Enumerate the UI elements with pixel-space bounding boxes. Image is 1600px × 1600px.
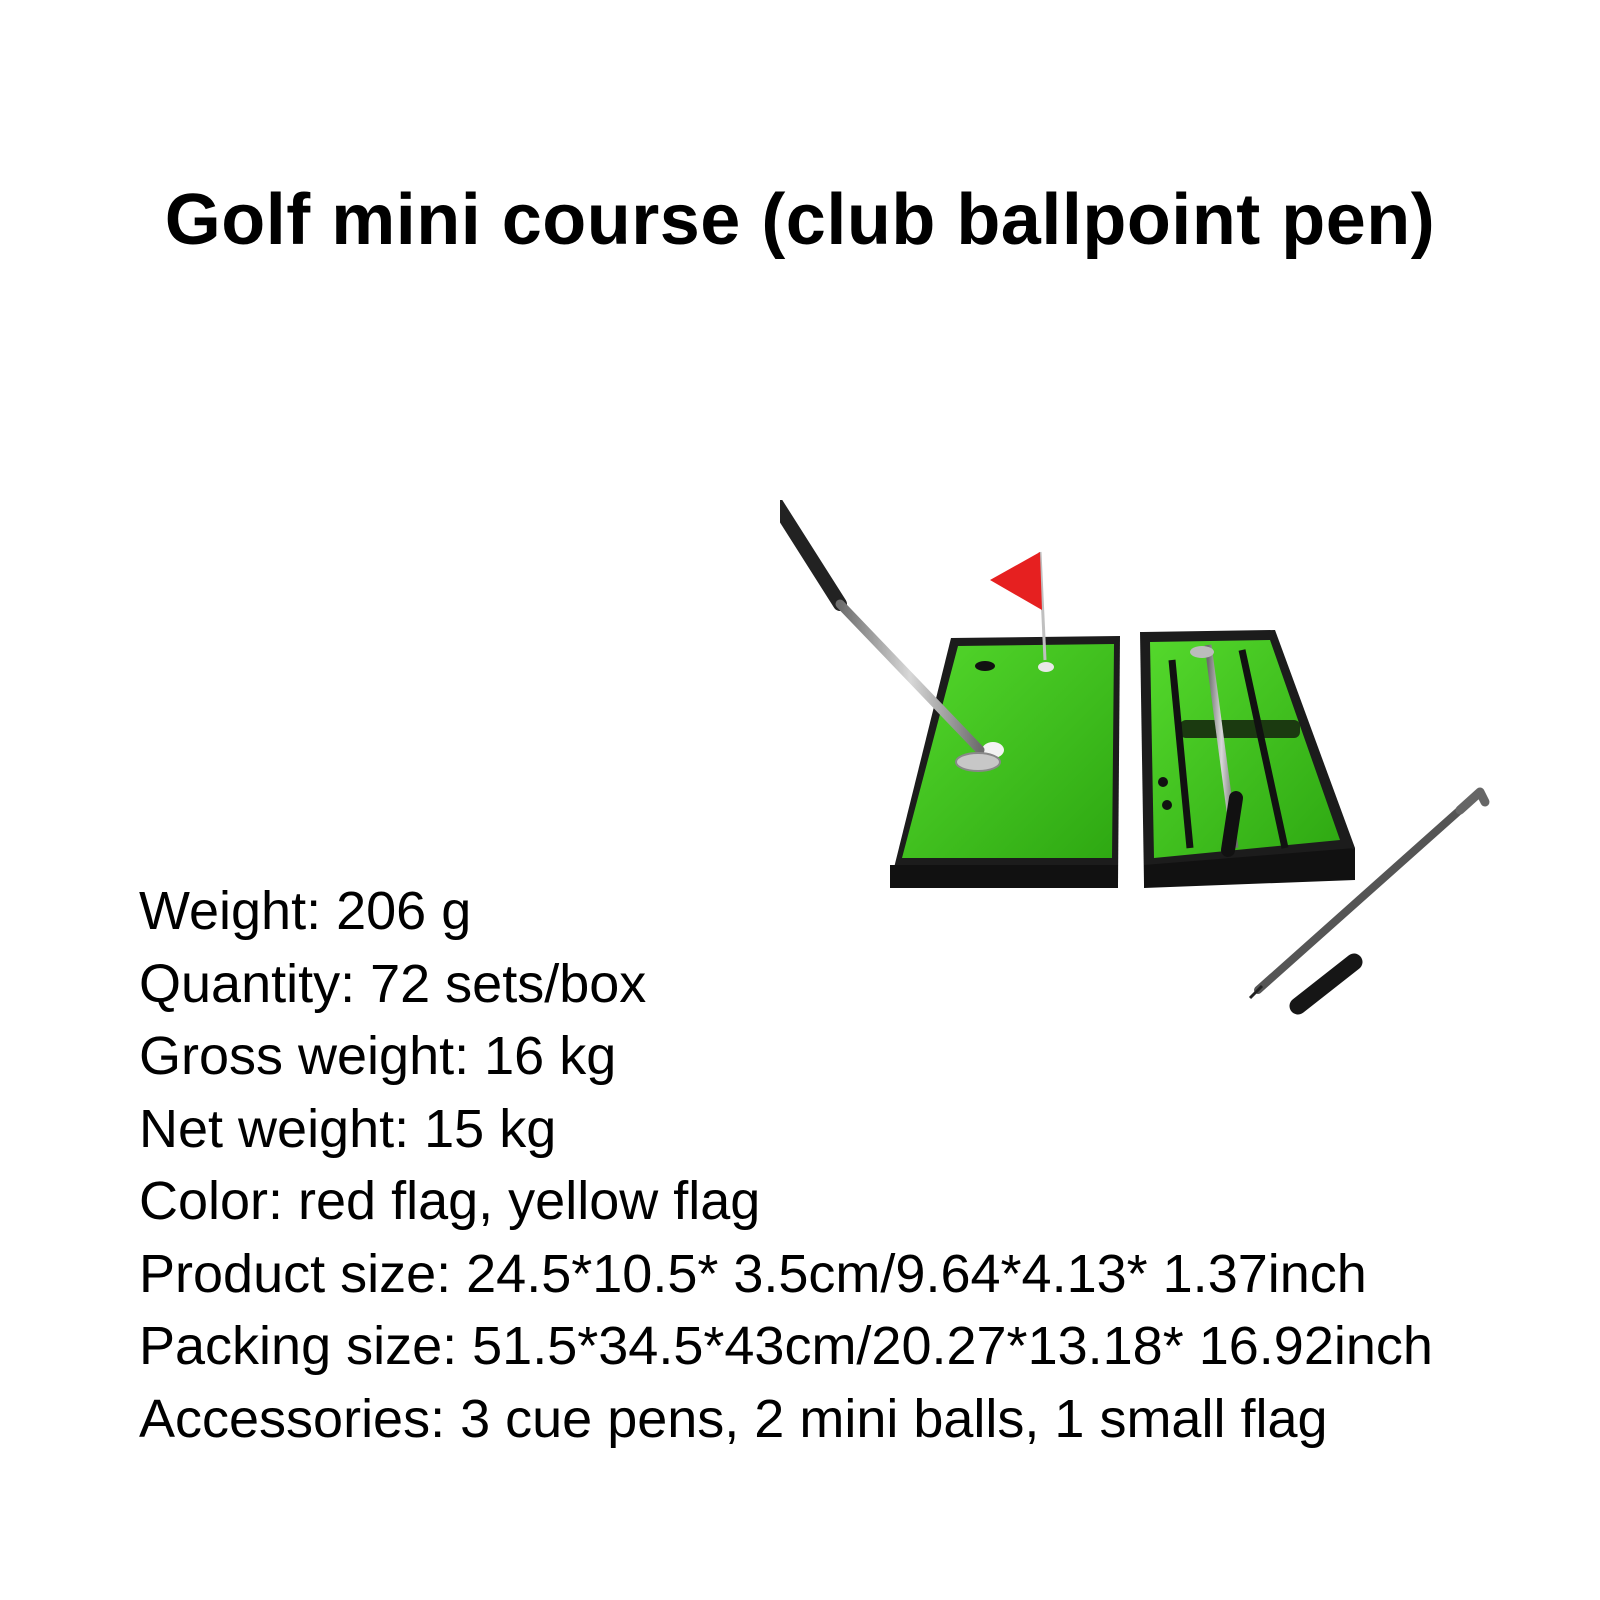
pen-tray [1140, 630, 1355, 888]
hole-left [975, 661, 995, 671]
spec-list [139, 875, 1433, 1455]
course-tray [890, 636, 1120, 888]
spec-quantity: Quantity: 72 sets/box [139, 953, 647, 1014]
product-title: Golf mini course (club ballpoint pen) [164, 180, 1436, 260]
spec-product-size: Product size: 24.5*10.5* 3.5cm/9.64*4.13* 1.37inch [139, 1243, 1367, 1304]
spec-net-weight: Net weight: 15 kg [139, 1098, 557, 1159]
club-pen-putting [780, 500, 1000, 771]
spec-color: Color: red flag, yellow flag [139, 1171, 761, 1231]
spec-packing-size: Packing size: 51.5*34.5*43cm/20.27*13.18* 16.92inch [139, 1316, 1433, 1376]
hole-right [1038, 662, 1054, 672]
spec-accessories: Accessories: 3 cue pens, 2 mini balls, 1 small flag [139, 1388, 1328, 1449]
spec-weight: Weight: 206 g [139, 881, 472, 941]
spec-gross-weight: Gross weight: 16 kg [139, 1026, 617, 1086]
